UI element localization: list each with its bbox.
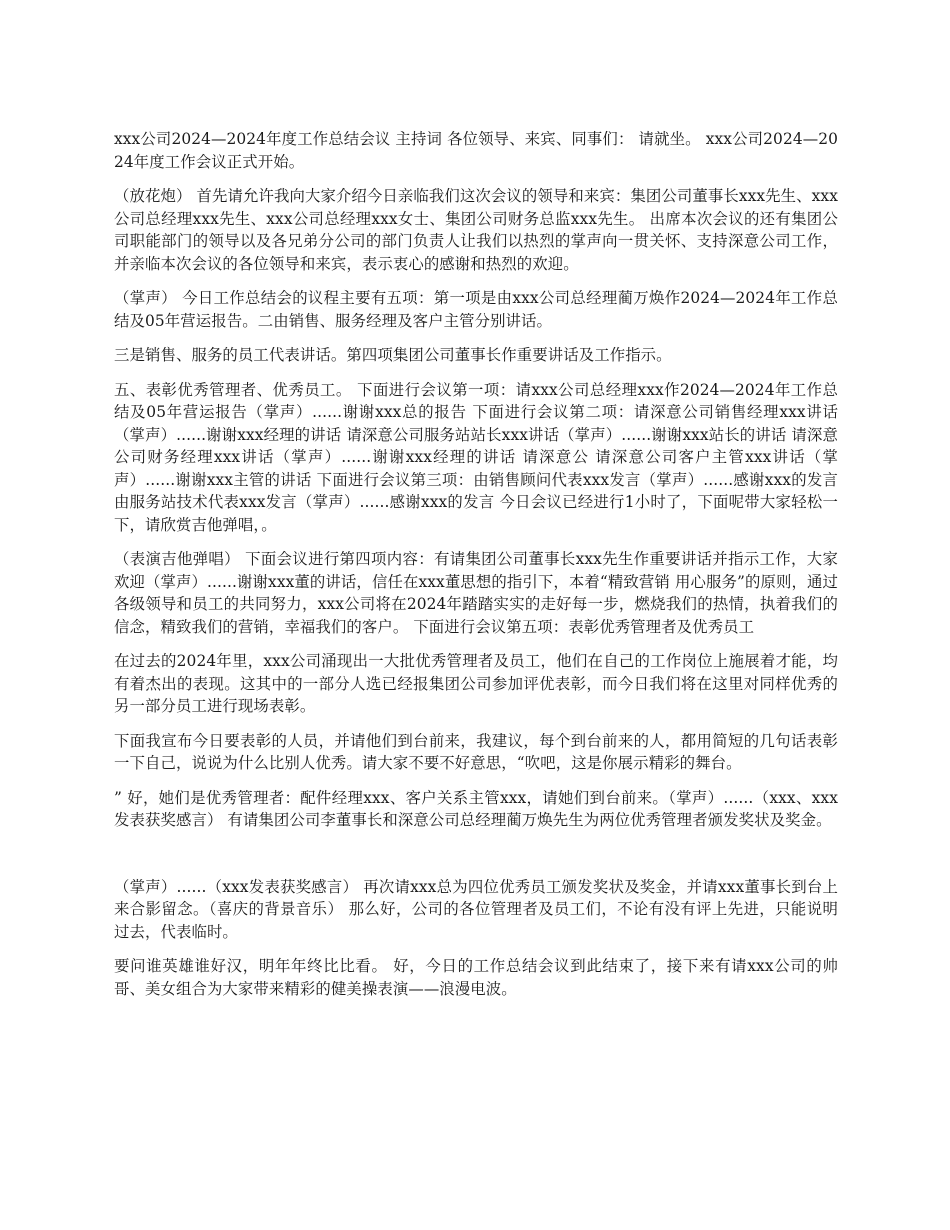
document-body: [114, 128, 838, 1012]
paragraph-8: 下面我宣布今日要表彰的人员，并请他们到台前来，我建议，每个到台前来的人，都用简短的几句话表彰一下自己，说说为什么比别人优秀。请大家不要不好意思，“吹吧，这是你展示精彩的舞台。: [114, 731, 838, 772]
paragraph-7: 在过去的2024年里，xxx公司涌现出一大批优秀管理者及员工，他们在自己的工作岗位上施展着才能，均有着杰出的表现。这其中的一部分人选已经报集团公司参加评优表彰，而今日我们将在这里对同样优秀的另一部分员工进行现场表彰。: [114, 652, 838, 715]
paragraph-6: （表演吉他弹唱） 下面会议进行第四项内容：有请集团公司董事长xxx先生作重要讲话并指示工作，大家欢迎（掌声）......谢谢xxx董的讲话，信任在xxx董思想的指引下，本着“精致营销 用心服务”的原则，通过各级领导和员工的共同努力，xxx公司将在2024年踏踏实实的走好每一步，燃烧我们的热情，执着我们的信念，精致我们的营销，幸福我们的客户。 下面进行会议第五项：表彰优秀管理者及优秀员工: [114, 550, 838, 636]
paragraph-9: ” 好，她们是优秀管理者：配件经理xxx、客户关系主管xxx，请她们到台前来。（掌声）......（xxx、xxx发表获奖感言） 有请集团公司李董事长和深意公司总经理蔺万焕先生为两位优秀管理者颁发奖状及奖金。: [114, 788, 838, 829]
paragraph-4: 三是销售、服务的员工代表讲话。第四项集团公司董事长作重要讲话及工作指示。: [114, 346, 672, 364]
paragraph-3: （掌声） 今日工作总结会的议程主要有五项：第一项是由xxx公司总经理蔺万焕作2024—2024年工作总结及05年营运报告。二由销售、服务经理及客户主管分别讲话。: [114, 289, 838, 330]
paragraph-10: （掌声）......（xxx发表获奖感言） 再次请xxx总为四位优秀员工颁发奖状及奖金，并请xxx董事长到台上来合影留念。（喜庆的背景音乐） 那么好，公司的各位管理者及员工们，不论有没有评上先进，只能说明过去，代表临时。: [114, 877, 838, 941]
paragraph-2: （放花炮） 首先请允许我向大家介绍今日亲临我们这次会议的领导和来宾：集团公司董事长xxx先生、xxx公司总经理xxx先生、xxx公司总经理xxx女士、集团公司财务总监xxx先生。 出席本次会议的还有集团公司职能部门的领导以及各兄弟分公司的部门负责人让我们以热烈的掌声向一贯关怀、支持深意公司工作，并亲临本次会议的各位领导和来宾，表示衷心的感谢和热烈的欢迎。: [114, 187, 838, 273]
paragraph-5: 五、表彰优秀管理者、优秀员工。 下面进行会议第一项：请xxx公司总经理xxx作2024—2024年工作总结及05年营运报告（掌声）......谢谢xxx总的报告 下面进行会议第二项：请深意公司销售经理xxx讲话（掌声）......谢谢xxx经理的讲话 请深意公司服务站站长xxx讲话（掌声）......谢谢xxx站长的讲话 请深意公司财务经理xxx讲话（掌声）......谢谢xxx经理的讲话 请深意公 请深意公司客户主管xxx讲话（掌声）......谢谢xxx主管的讲话 下面进行会议第三项：由销售顾问代表xxx发言（掌声）......感谢xxx的发言 由服务站技术代表xxx发言（掌声）......感谢xxx的发言 今日会议已经进行1小时了，下面呢带大家轻松一下，请欣赏吉他弹唱，。: [114, 380, 838, 534]
paragraph-1: xxx公司2024—2024年度工作总结会议 主持词 各位领导、来宾、同事们： 请就坐。 xxx公司2024—2024年度工作会议正式开始。: [114, 130, 838, 171]
paragraph-11: 要问谁英雄谁好汉，明年年终比比看。 好，今日的工作总结会议到此结束了，接下来有请xxx公司的帅哥、美女组合为大家带来精彩的健美操表演——浪漫电波。: [114, 957, 838, 998]
